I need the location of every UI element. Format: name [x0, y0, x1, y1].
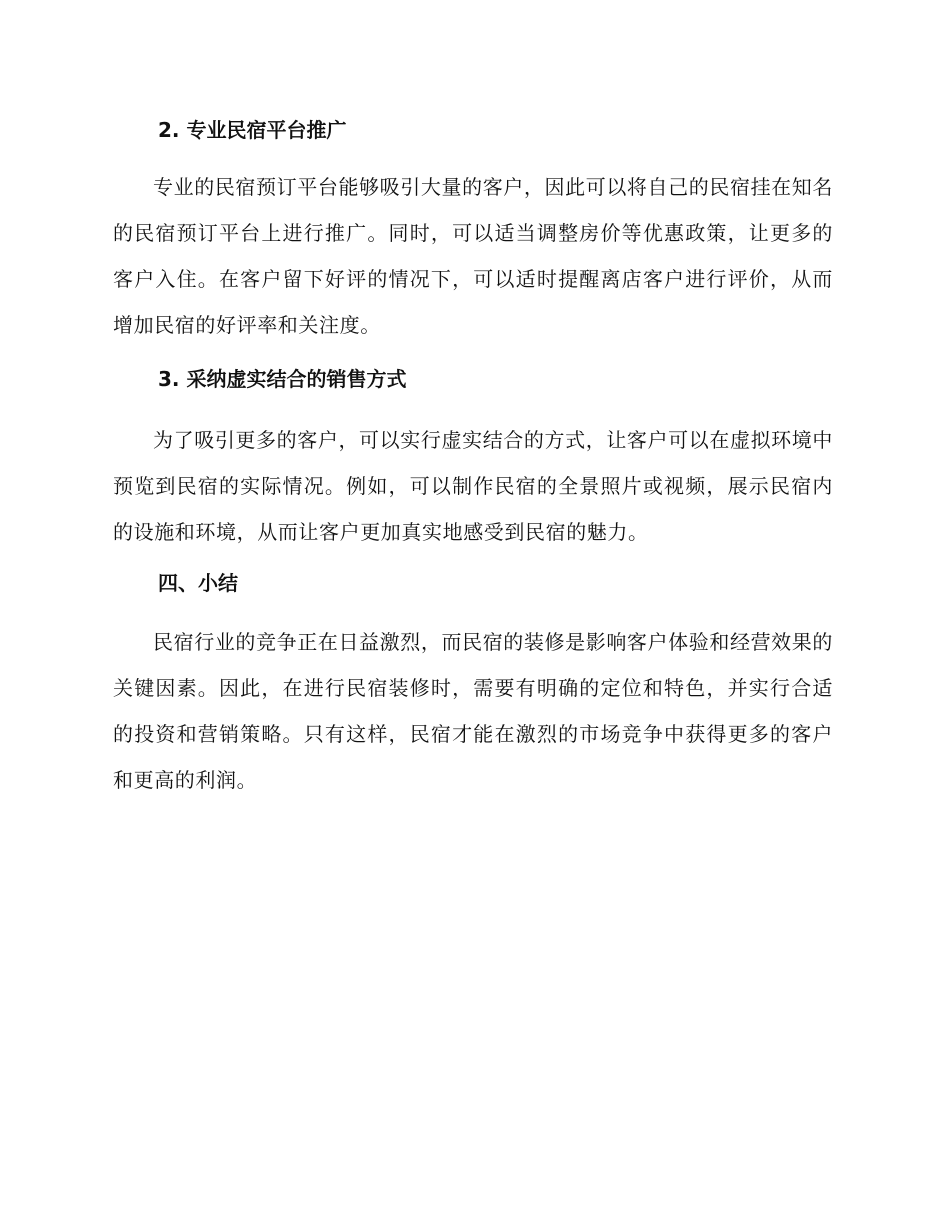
section-heading-platform-promotion: 2. 专业民宿平台推广 — [158, 118, 347, 142]
paragraph-summary: 民宿行业的竞争正在日益激烈，而民宿的装修是影响客户体验和经营效果的关键因素。因此，在进行民宿装修时，需要有明确的定位和特色，并实行合适的投资和营销策略。只有这样，民宿才能在激烈的市场竞争中获得更多的客户和更高的利润。 — [113, 630, 833, 792]
section-heading-summary: 四、小结 — [158, 571, 238, 595]
paragraph-virtual-real-sales: 为了吸引更多的客户，可以实行虚实结合的方式，让客户可以在虚拟环境中预览到民宿的实际情况。例如，可以制作民宿的全景照片或视频，展示民宿内的设施和环境，从而让客户更加真实地感受到民宿的魅力。 — [113, 428, 833, 544]
section-heading-virtual-real-sales: 3. 采纳虚实结合的销售方式 — [158, 367, 407, 391]
paragraph-platform-promotion: 专业的民宿预订平台能够吸引大量的客户，因此可以将自己的民宿挂在知名的民宿预订平台上进行推广。同时，可以适当调整房价等优惠政策，让更多的客户入住。在客户留下好评的情况下，可以适时提醒离店客户进行评价，从而增加民宿的好评率和关注度。 — [113, 175, 833, 337]
